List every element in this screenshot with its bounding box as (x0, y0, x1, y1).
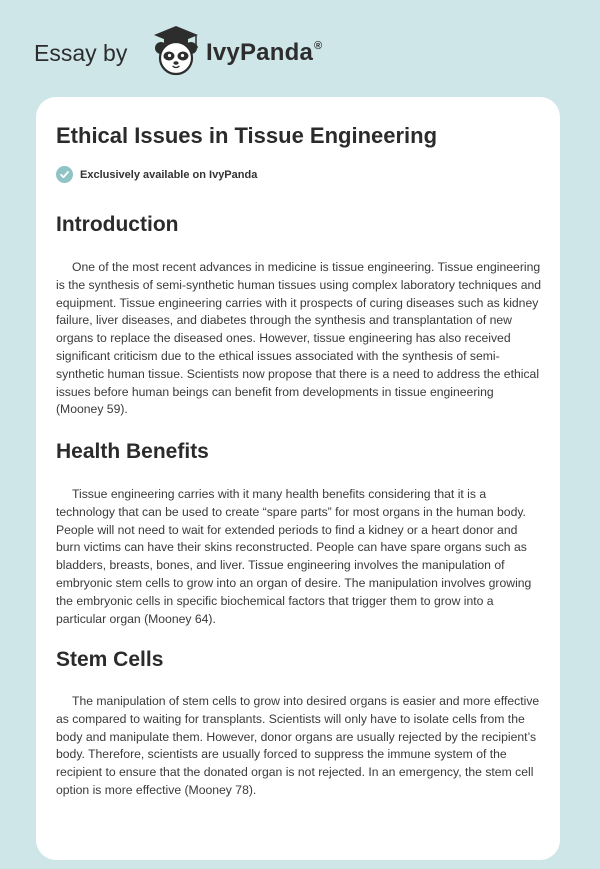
section-heading-health-benefits: Health Benefits (56, 440, 209, 463)
panda-logo-icon[interactable] (152, 24, 200, 76)
essay-card (36, 97, 560, 860)
essay-title: Ethical Issues in Tissue Engineering (56, 123, 438, 148)
exclusive-label: Exclusively available on IvyPanda (80, 168, 258, 181)
brand-text: IvyPanda (206, 39, 313, 66)
registered-mark: ® (314, 40, 323, 52)
section-heading-introduction: Introduction (56, 213, 179, 236)
section-text-stem-cells: The manipulation of stem cells to grow into desired organs is easier and more effective as compared to waiting for transplants. Scientists will only have to isolate cells from the body and manipulate them. However, donor organs are usually rejected by the recipient’s body. Therefore, scientists are usually forced to suppress the immune system of the recipient to ensure that the donated organ is not rejected. In an emergency, the stem cell option is more effective (Mooney 78). (56, 694, 540, 797)
section-text-health-benefits: Tissue engineering carries with it many health benefits considering that it is a technology that can be used to create “spare parts” for most organs in the human body. People will not need to wait for extended periods to find a kidney or a heart donor and burn victims can have their skins reconstructed. People can have spare organs such as bladders, breasts, bones, and liver. Tissue engineering involves the manipulation of embryonic stem cells to grow into an organ of desire. The manipulation involves growing the embryonic cells in specific biochemical factors that trigger them to grow into a particular organ (Mooney 64). (56, 487, 532, 626)
essay-by-label: Essay by (34, 40, 128, 66)
check-badge-icon (56, 166, 73, 183)
brand-name[interactable] (206, 39, 322, 67)
site-header (0, 0, 600, 95)
exclusive-notice (56, 166, 257, 183)
section-heading-stem-cells: Stem Cells (56, 648, 164, 671)
section-text-introduction: One of the most recent advances in medicine is tissue engineering. Tissue engineering is the synthesis of semi-synthetic human tissues using complex laboratory techniques and equipment. Tissue engineering carries with it prospects of curing diseases such as kidney failure, liver diseases, and diabetes through the synthesis and transplantation of new organs to replace the diseased ones. However, tissue engineering has also received significant criticism due to the ethical issues associated with the synthesis of semi-synthetic human tissue. Scientists now propose that there is a need to address the ethical issues before human beings can benefit from developments in tissue engineering (Mooney 59). (56, 260, 542, 417)
